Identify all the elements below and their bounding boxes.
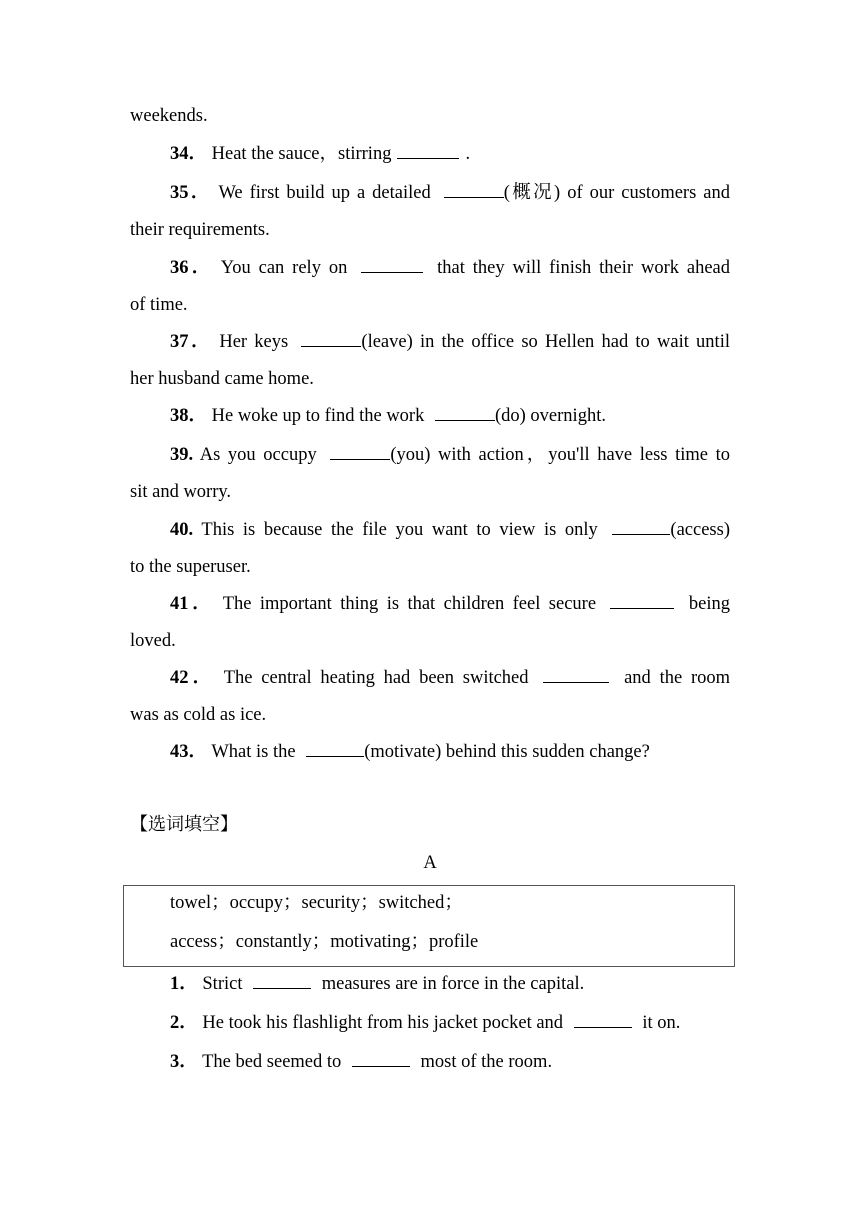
question-text: You can rely on	[220, 258, 348, 278]
question-number: 38．	[170, 406, 208, 426]
section-label: A	[423, 853, 437, 873]
question-43	[170, 739, 730, 764]
question-text: (leave) in the office so Hellen had to wait until	[361, 332, 730, 352]
question-text: measures are in force in the capital.	[321, 974, 585, 994]
answer-blank[interactable]	[253, 971, 311, 989]
question-37-continuation	[130, 367, 730, 391]
answer-blank[interactable]	[612, 517, 670, 535]
answer-blank[interactable]	[301, 329, 361, 347]
answer-blank[interactable]	[444, 180, 504, 198]
question-continuation	[130, 104, 730, 128]
question-36	[170, 255, 730, 280]
question-39	[170, 442, 730, 467]
question-text: As you occupy	[199, 445, 317, 465]
question-text: (概况) of our customers and	[503, 183, 730, 203]
continuation-text: weekends.	[130, 106, 208, 126]
question-text: He woke up to find the work	[211, 406, 425, 426]
question-text: loved.	[130, 631, 176, 651]
question-text: (motivate) behind this sudden change?	[364, 742, 650, 762]
answer-blank[interactable]	[435, 403, 495, 421]
question-number: 39.	[170, 445, 194, 465]
question-text: This is because the file you want to view is only	[201, 520, 598, 540]
question-number: 37．	[170, 332, 213, 352]
question-37	[170, 329, 730, 354]
question-text: to the superuser.	[130, 557, 251, 577]
answer-blank[interactable]	[361, 255, 423, 273]
question-34	[170, 141, 730, 166]
word-bank-box	[123, 885, 735, 967]
question-text: The central heating had been switched	[223, 668, 529, 688]
word-bank-line-2: access；constantly；motivating；profile	[170, 932, 479, 952]
fill-question-1	[170, 971, 730, 996]
question-number: 34．	[170, 144, 208, 164]
answer-blank[interactable]	[306, 739, 364, 757]
answer-blank[interactable]	[397, 141, 459, 159]
fill-question-2	[170, 1010, 730, 1035]
answer-blank[interactable]	[610, 591, 674, 609]
question-number: 35．	[170, 183, 212, 203]
question-text: that they will finish their work ahead	[437, 258, 730, 278]
question-text: (access)	[670, 520, 730, 540]
question-42-continuation	[130, 703, 730, 727]
section-heading: 【选词填空】	[130, 814, 238, 835]
question-text: .	[465, 144, 471, 164]
question-text: their requirements.	[130, 220, 270, 240]
question-text: The bed seemed to	[202, 1052, 342, 1072]
question-text: (do) overnight.	[494, 406, 606, 426]
question-35	[170, 180, 730, 205]
question-text: What is the	[211, 742, 296, 762]
question-text: Strict	[202, 974, 243, 994]
question-text: We first build up a detailed	[218, 183, 431, 203]
question-text: most of the room.	[420, 1052, 553, 1072]
question-40-continuation	[130, 555, 730, 579]
question-41	[170, 591, 730, 616]
question-text: of time.	[130, 295, 188, 315]
question-38	[170, 403, 730, 428]
question-text: Heat the sauce，stirring	[211, 144, 392, 164]
question-41-continuation	[130, 629, 730, 653]
answer-blank[interactable]	[543, 665, 609, 683]
question-text: The important thing is that children feel secure	[222, 594, 597, 614]
question-39-continuation	[130, 480, 730, 504]
question-text: He took his flashlight from his jacket pocket and	[202, 1013, 564, 1033]
question-number: 40.	[170, 520, 194, 540]
question-text: and the room	[624, 668, 730, 688]
question-text: was as cold as ice.	[130, 705, 267, 725]
answer-blank[interactable]	[574, 1010, 632, 1028]
question-36-continuation	[130, 293, 730, 317]
question-number: 36．	[170, 258, 214, 278]
word-bank-line-1: towel；occupy；security；switched；	[170, 893, 463, 913]
question-35-continuation	[130, 218, 730, 242]
question-text: it on.	[642, 1013, 681, 1033]
question-number: 41．	[170, 594, 215, 614]
question-40	[170, 517, 730, 542]
answer-blank[interactable]	[330, 442, 390, 460]
fill-question-3	[170, 1049, 730, 1074]
question-text: Her keys	[219, 332, 289, 352]
question-number: 2．	[170, 1013, 198, 1033]
question-42	[170, 665, 730, 690]
question-number: 1．	[170, 974, 198, 994]
question-number: 42．	[170, 668, 216, 688]
question-text: (you) with action，you'll have less time to	[390, 445, 731, 465]
question-number: 43．	[170, 742, 208, 762]
answer-blank[interactable]	[352, 1049, 410, 1067]
question-text: sit and worry.	[130, 482, 232, 502]
question-number: 3．	[170, 1052, 198, 1072]
question-text: being	[688, 594, 730, 614]
question-text: her husband came home.	[130, 369, 314, 389]
